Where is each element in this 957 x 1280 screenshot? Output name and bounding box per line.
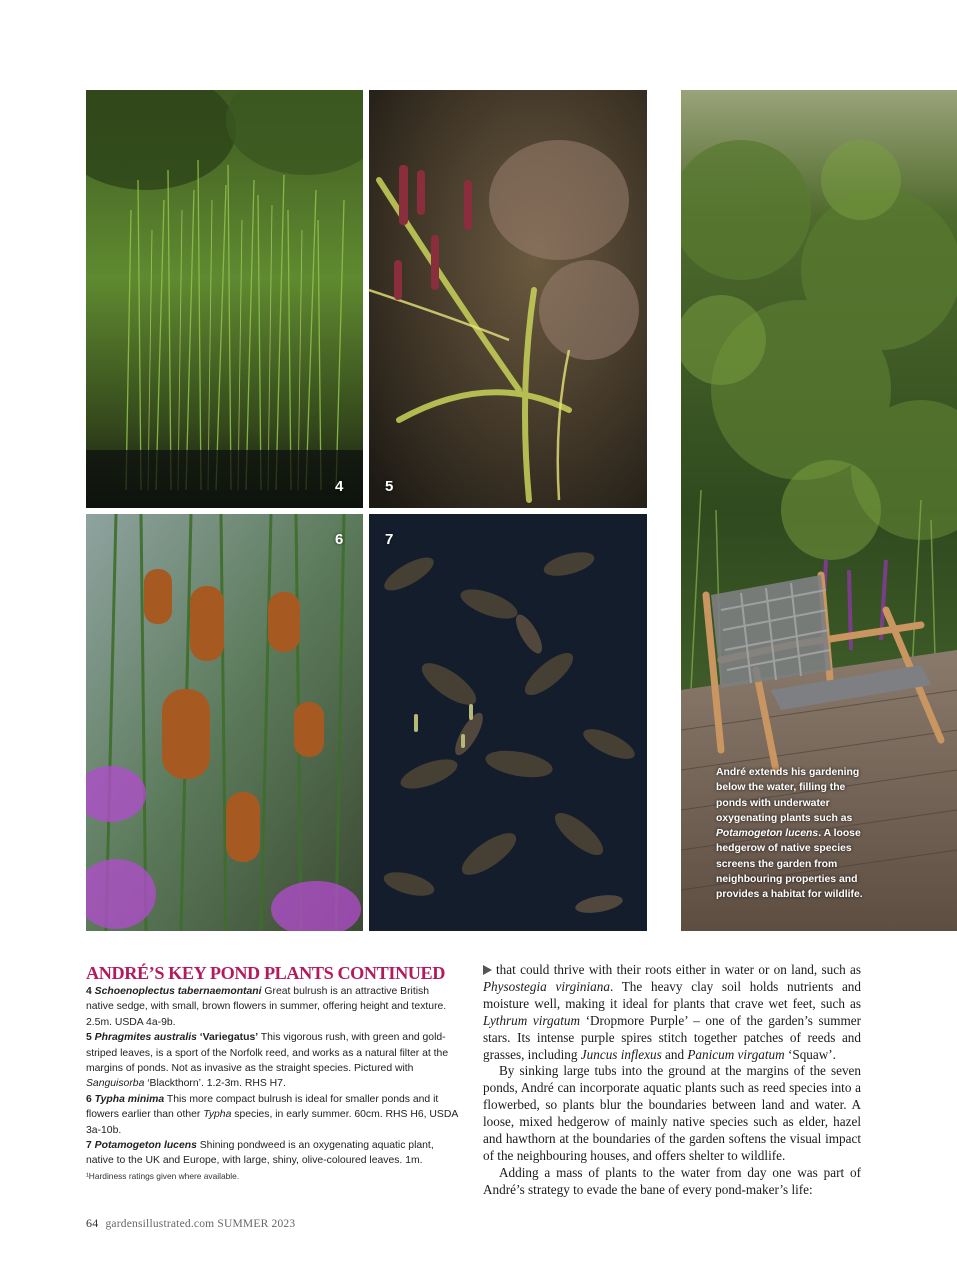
issue-name: SUMMER 2023 xyxy=(217,1218,296,1230)
caption-text-end: . A loose hedgerow of native species screens the garden from neighbouring properties and provides a habitat for wildlife. xyxy=(716,828,863,901)
photo-pondweed xyxy=(369,514,647,931)
page-number: 64 xyxy=(86,1216,99,1230)
photo-number-6: 6 xyxy=(335,531,344,548)
body-paragraph-1: that could thrive with their roots either in water or on land, such as Physostegia virginiana. The heavy clay soil holds nutrients and moisture well, making it ideal for plants that crave wet feet, such as Lythrum virgatum ‘Dropmore Purple’ – one of the garden’s summer stars. Its intense purple spires stitch together patches of reeds and grasses, including Juncus inflexus and Panicum virgatum ‘Squaw’. xyxy=(483,962,861,1062)
body-paragraph-3: Adding a mass of plants to the water from day one was part of André’s strategy to evade the bane of every pond-maker’s life: xyxy=(483,1164,861,1197)
continued-arrow-icon xyxy=(483,965,492,975)
sidebar-heading: ANDRÉ’S KEY POND PLANTS CONTINUED xyxy=(86,963,446,983)
body-paragraph-2: By sinking large tubs into the ground at the margins of the seven ponds, André can incorporate aquatic plants such as reed species into a flowerbed, so plants blur the boundaries between land and water. A loose, mixed hedgerow of mainly native species such as elder, hazel and hawthorn at the boundaries of the garden softens the visual impact of the neighbouring houses, and offers shelter to wildlife. xyxy=(483,1063,861,1163)
photo-number-7: 7 xyxy=(385,531,394,548)
plant-entry-4: 4 Schoenoplectus tabernaemontani Great bulrush is an attractive British native sedge, with small, brown flowers in summer, offering height and texture. 2.5m. USDA 4a-9b. xyxy=(86,986,447,1028)
article-body xyxy=(483,962,861,1199)
photo-number-4: 4 xyxy=(335,478,344,495)
hardiness-footnote: ¹Hardiness ratings given where available. xyxy=(86,1170,240,1181)
key-plants-sidebar xyxy=(86,962,458,1183)
plant-entry-7: 7 Potamogeton lucens Shining pondweed is an oxygenating aquatic plant, native to the UK and Europe, with large, shiny, olive-coloured leaves. 1m. xyxy=(86,1140,434,1167)
photo-caption xyxy=(716,765,876,903)
plant-entry-5: 5 Phragmites australis ‘Variegatus’ This vigorous rush, with green and gold-striped leaves, is a sport of the Norfolk reed, and works as a natural filter at the margins of ponds. Not as invasive as the straight species. Pictured with Sanguisorba ‘Blackthorn’. 1.2-3m. RHS H7. xyxy=(86,1032,449,1090)
caption-latin: Potamogeton lucens xyxy=(716,828,819,840)
photo-bulrush-reeds xyxy=(86,90,363,508)
site-name: gardensillustrated.com xyxy=(105,1218,215,1230)
photo-typha-minima xyxy=(86,514,363,931)
plant-entry-6: 6 Typha minima This more compact bulrush is ideal for smaller ponds and it flowers earlier than other Typha species, in early summer. 60cm. RHS H6, USDA 3a-10b. xyxy=(86,1093,458,1136)
photo-variegated-reed xyxy=(369,90,647,508)
page-folio xyxy=(86,1216,295,1231)
caption-text: André extends his gardening below the water, filling the ponds with underwater oxygenating plants such as xyxy=(716,767,860,824)
photo-number-5: 5 xyxy=(385,478,394,495)
